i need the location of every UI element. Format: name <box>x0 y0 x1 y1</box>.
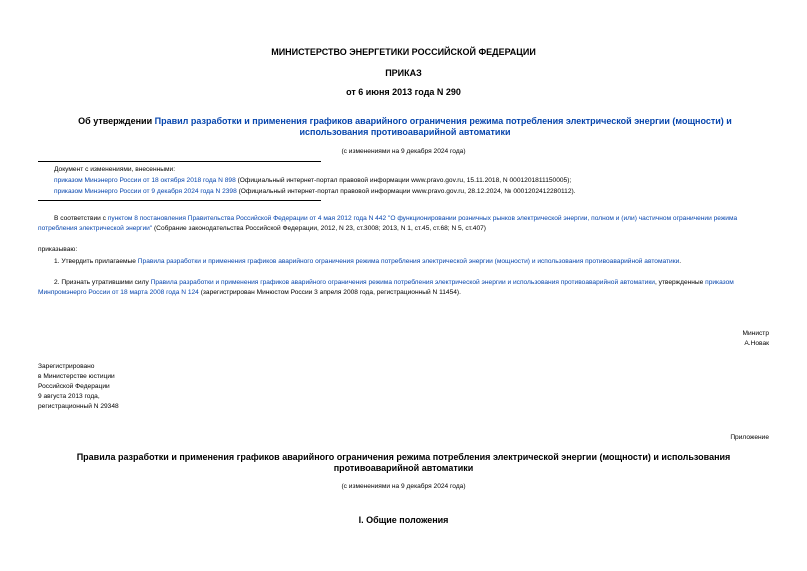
appendix-label: Приложение <box>730 434 769 441</box>
registration-line-4: 9 августа 2013 года, <box>38 393 100 400</box>
title-prefix: Об утверждении <box>78 116 155 126</box>
amendment-item-1 <box>54 176 774 186</box>
title-link[interactable]: Правил разработки и применения графиков аварийного ограничения режима потребления электрической энергии (мощности) и использования противоаварийной автоматики <box>154 116 732 137</box>
order-word: приказываю: <box>38 246 78 253</box>
doc-date-number: от 6 июня 2013 года N 290 <box>346 87 461 97</box>
registration-line-1: Зарегистрировано <box>38 363 95 370</box>
section-1-heading: I. Общие положения <box>358 515 449 525</box>
basis-link[interactable]: пунктом 8 постановления Правительства Российской Федерации от 4 мая 2012 года N 442 "О функционировании розничных рынков электрической энергии, полном и (или) частичном ограничении режима потребления электрической энергии" <box>38 215 738 232</box>
registration-line-2: в Министерстве юстиции <box>38 373 115 380</box>
doc-type: ПРИКАЗ <box>385 68 422 78</box>
basis-text-2: (Собрание законодательства Российской Федерации, 2012, N 23, ст.3008; 2013, N 1, ст.45, ст.68; N 5, ст.407) <box>152 225 486 232</box>
basis-paragraph <box>38 214 770 234</box>
registration-line-3: Российской Федерации <box>38 383 110 390</box>
item-1-link[interactable]: Правила разработки и применения графиков аварийного ограничения режима потребления электрической энергии (мощности) и использования противоаварийной автоматики <box>137 258 680 265</box>
appendix-revision: (с изменениями на 9 декабря 2024 года) <box>341 483 466 490</box>
signature-position: Министр <box>742 330 769 337</box>
item-2-link[interactable]: Правила разработки и применения графиков аварийного ограничения режима потребления электрической энергии и использования противоаварийной автоматики <box>150 279 655 286</box>
signature-block <box>743 329 770 349</box>
signature-name: А.Новак <box>744 340 769 347</box>
divider-bottom <box>38 200 321 201</box>
amendment-text-1: (Официальный интернет-портал правовой информации www.pravo.gov.ru, 15.11.2018, N 0001201811150005); <box>235 177 572 184</box>
registration-block <box>38 362 119 412</box>
item-2 <box>38 278 770 298</box>
item-1-prefix: 1. Утвердить прилагаемые <box>54 258 138 265</box>
amendment-link-2[interactable]: приказом Минэнерго России от 9 декабря 2024 года N 2398 <box>54 188 237 195</box>
appendix-title: Правила разработки и применения графиков аварийного ограничения режима потребления электрической энергии (мощности) и использования противоаварийной автоматики <box>76 452 731 473</box>
item-2-suffix: (зарегистрирован Минюстом России 3 апреля 2008 года, регистрационный N 11454). <box>198 289 461 296</box>
amendment-text-2: (Официальный интернет-портал правовой информации www.pravo.gov.ru, 28.12.2024, № 0001202412280112). <box>236 188 576 195</box>
item-1 <box>38 257 770 267</box>
document-title <box>48 116 762 138</box>
amendments-block <box>54 165 774 197</box>
amendment-link-1[interactable]: приказом Минэнерго России от 18 октября 2018 года N 898 <box>54 177 236 184</box>
registration-line-5: регистрационный N 29348 <box>38 403 119 410</box>
amendment-item-2 <box>54 187 774 197</box>
item-2-middle: , утвержденные <box>654 279 706 286</box>
item-1-suffix: . <box>679 258 682 265</box>
item-2-link-2[interactable]: приказом Минпромэнерго России от 18 марта 2008 года N 124 <box>38 279 734 296</box>
ministry-heading: МИНИСТЕРСТВО ЭНЕРГЕТИКИ РОССИЙСКОЙ ФЕДЕРАЦИИ <box>271 47 536 57</box>
revision-note: (с изменениями на 9 декабря 2024 года) <box>341 148 466 155</box>
item-2-prefix: 2. Признать утратившими силу <box>54 279 151 286</box>
amendments-intro: Документ с изменениями, внесенными: <box>54 166 176 173</box>
basis-text-1: В соответствии с <box>54 215 108 222</box>
divider-top <box>38 161 321 162</box>
